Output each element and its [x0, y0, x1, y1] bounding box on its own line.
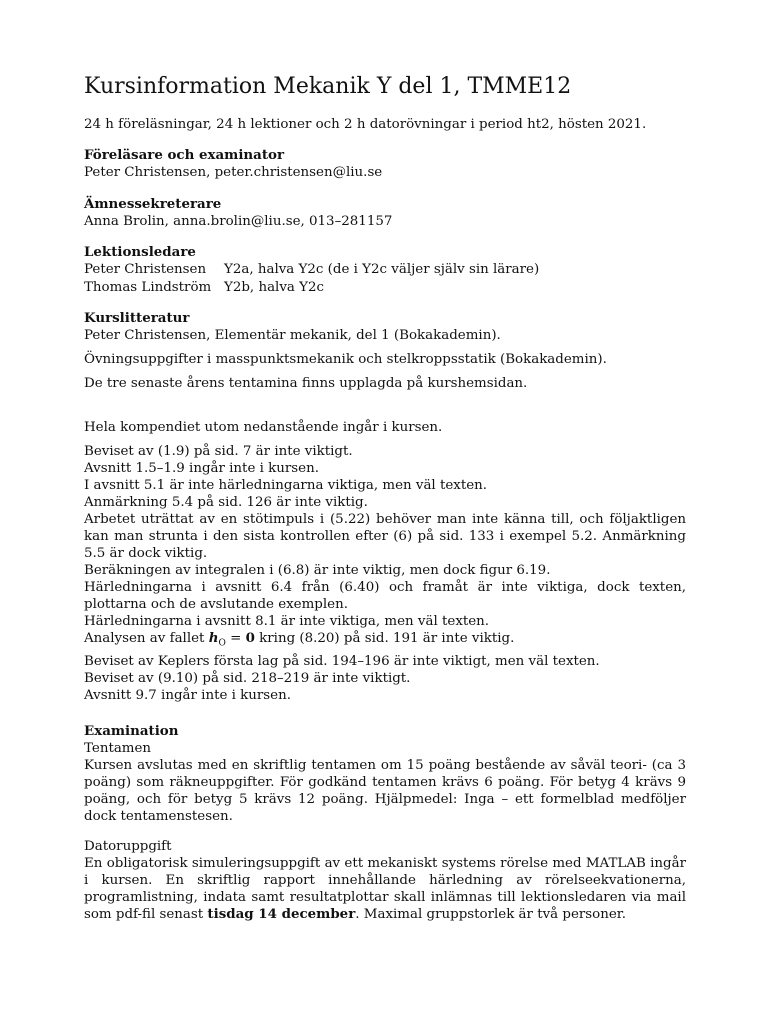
compendium-item: Beviset av (1.9) på sid. 7 är inte viktigt. [84, 444, 353, 459]
compendium-item: Avsnitt 1.5–1.9 ingår inte i kursen. [84, 461, 319, 476]
computer-text [84, 855, 686, 923]
analysis-before: Analysen av fallet [84, 631, 209, 646]
math-sub: O [218, 638, 226, 649]
exam-text: Kursen avslutas med en skriftlig tentamen om 15 poäng bestående av såväl teori- (ca 3 poäng) som räkneuppgifter. För godkänd tentamen krävs 6 poäng. För betyg 4 krävs 9 poäng, och för betyg 5 krävs 12 poäng. Hjälpmedel: Inga – ett formelblad medföljer dock tentamenstesen. [84, 758, 686, 824]
leader-groups: Y2b, halva Y2c [224, 280, 324, 295]
page-title: Kursinformation Mekanik Y del 1, TMME12 [84, 74, 572, 99]
compendium-intro: Hela kompendiet utom nedanstående ingår i kursen. [84, 420, 443, 435]
math-h: h [208, 630, 219, 646]
compendium-item: Härledningarna i avsnitt 8.1 är inte viktiga, men väl texten. [84, 614, 490, 629]
lecturer-heading: Föreläsare och examinator [84, 147, 284, 163]
compendium-item: Härledningarna i avsnitt 6.4 från (6.40) och framåt är inte viktiga, dock texten, plottarna och de avslutande exemplen. [84, 580, 686, 612]
compendium-item: Beviset av Keplers första lag på sid. 194–196 är inte viktigt, men väl texten. [84, 653, 600, 669]
compendium-item: Avsnitt 9.7 ingår inte i kursen. [84, 687, 291, 703]
math-eq: = [225, 631, 246, 646]
examination-heading: Examination [84, 723, 179, 739]
leader-name: Peter Christensen [84, 262, 207, 277]
compendium-item: Arbetet uträttat av en stötimpuls i (5.22) behöver man inte känna till, och följaktligen kan man strunta i den sista kontrollen efter (6) på sid. 133 i exempel 5.2. Anmärkning 5.5 är dock viktig. [84, 512, 686, 561]
secretary-line: Anna Brolin, anna.brolin@liu.se, 013–281157 [84, 214, 393, 229]
leader-name: Thomas Lindström [84, 280, 212, 295]
computer-subheading: Datoruppgift [84, 839, 172, 854]
lecturer-line: Peter Christensen, peter.christensen@liu.se [84, 165, 383, 180]
leader-row [84, 279, 686, 296]
compendium-item: Beräkningen av integralen i (6.8) är inte viktig, men dock figur 6.19. [84, 563, 551, 578]
deadline: tisdag 14 december [207, 906, 356, 922]
literature-line: Övningsuppgifter i masspunktsmekanik och stelkroppsstatik (Bokakademin). [84, 352, 607, 367]
compendium-item: Beviset av (9.10) på sid. 218–219 är inte viktigt. [84, 670, 411, 686]
analysis-after: kring (8.20) på sid. 191 är inte viktig. [254, 631, 515, 646]
compendium-item-analysis [84, 630, 686, 653]
math-zero: 0 [245, 630, 255, 646]
exam-subheading: Tentamen [84, 741, 152, 756]
compendium-list [84, 443, 686, 704]
computer-text-after: . Maximal gruppstorlek är två personer. [355, 907, 626, 922]
compendium-item: Anmärkning 5.4 på sid. 126 är inte viktig. [84, 495, 368, 510]
literature-line: Peter Christensen, Elementär mekanik, del 1 (Bokakademin). [84, 328, 501, 343]
leaders-heading: Lektionsledare [84, 244, 196, 260]
leader-groups: Y2a, halva Y2c (de i Y2c väljer själv sin lärare) [224, 262, 540, 277]
literature-heading: Kurslitteratur [84, 310, 190, 326]
literature-line: De tre senaste årens tentamina finns upplagda på kurshemsidan. [84, 376, 528, 391]
intro-text: 24 h föreläsningar, 24 h lektioner och 2 h datorövningar i period ht2, hösten 2021. [84, 117, 647, 132]
secretary-heading: Ämnessekreterare [84, 196, 222, 212]
computer-text-before: En obligatorisk simuleringsuppgift av ett mekaniskt systems rörelse med MATLAB ingår i kursen. En skriftlig rapport innehållande härledning av rörelseekvationerna, programlistning, indata samt resultatplottar skall inlämnas till lektionsledaren via mail som pdf-fil senast [84, 856, 686, 922]
compendium-item: I avsnitt 5.1 är inte härledningarna viktiga, men väl texten. [84, 478, 488, 493]
leader-row [84, 261, 686, 278]
